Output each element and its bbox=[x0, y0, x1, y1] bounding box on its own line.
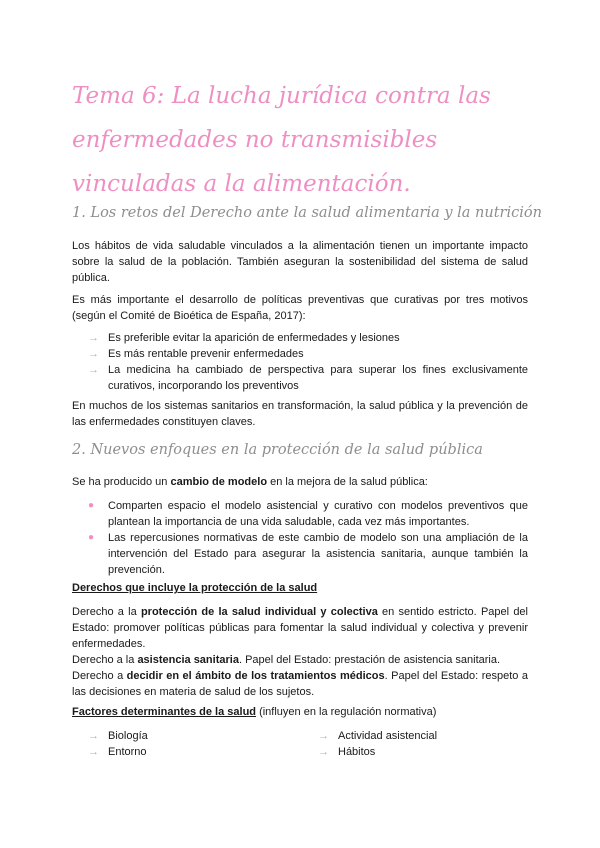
page-title: Tema 6: La lucha jurídica contra las enfermedades no transmisibles vinculadas a la alimentación. bbox=[72, 83, 491, 197]
reasons-list bbox=[72, 330, 528, 394]
section-1-heading: 1. Los retos del Derecho ante la salud alimentaria y la nutrición bbox=[72, 205, 542, 221]
arrow-icon: → bbox=[318, 730, 329, 742]
bullet-dot-icon: ● bbox=[88, 532, 95, 543]
list-item: → Biología bbox=[88, 730, 148, 742]
list-item: → Actividad asistencial bbox=[318, 730, 438, 742]
arrow-icon: → bbox=[88, 348, 99, 360]
arrow-icon: → bbox=[88, 332, 99, 344]
factors-right-column bbox=[302, 728, 522, 760]
list-item: ● Comparten espacio el modelo asistencial y curativo con modelos preventivos que plantean la importancia de una vida saludable, cada vez más importantes. bbox=[88, 500, 528, 528]
factors-heading: Factores determinantes de la salud (influyen en la regulación normativa) bbox=[72, 706, 437, 718]
arrow-icon: → bbox=[88, 730, 99, 742]
section-2-heading: 2. Nuevos enfoques en la protección de la salud pública bbox=[72, 442, 483, 458]
arrow-icon: → bbox=[88, 746, 99, 758]
arrow-icon: → bbox=[88, 364, 99, 376]
bullet-dot-icon: ● bbox=[88, 500, 95, 511]
list-item: → Hábitos bbox=[318, 746, 376, 758]
list-item: → Entorno bbox=[88, 746, 147, 758]
arrow-icon: → bbox=[318, 746, 329, 758]
rights-paragraph: Derecho a la protección de la salud individual y colectiva en sentido estricto. Papel del Estado: promover políticas públicas para fomentar la salud individual y colectiva y prevenir enfermedades. Derecho a la asistencia sanitaria. Papel del Estado: prestación de asistencia sanitaria. Derecho a decidir en el ámbito de los tratamientos médicos. Papel del Estado: respeto a las decisiones en materia de salud de los sujetos. bbox=[72, 606, 529, 698]
list-item: → La medicina ha cambiado de perspectiva para superar los fines exclusivamente curativos, incorporando los preventivos bbox=[88, 364, 528, 392]
list-item: → Es preferible evitar la aparición de enfermedades y lesiones bbox=[88, 332, 400, 344]
section-1-paragraph-1: Los hábitos de vida saludable vinculados a la alimentación tienen un importante impacto sobre la salud de la población. También aseguran la sostenibilidad del sistema de salud pública. bbox=[72, 240, 528, 284]
list-item: ● Las repercusiones normativas de este cambio de modelo son una ampliación de la intervención del Estado para asegurar la asistencia sanitaria, aunque también la prevención. bbox=[88, 532, 528, 576]
factors-left-column bbox=[72, 728, 292, 760]
model-bullets bbox=[72, 498, 528, 578]
section-1-paragraph-2: Es más importante el desarrollo de políticas preventivas que curativas por tres motivos (según el Comité de Bioética de España, 2017): bbox=[72, 294, 528, 322]
section-1-paragraph-3: En muchos de los sistemas sanitarios en transformación, la salud pública y la prevención de las enfermedades constituyen claves. bbox=[72, 400, 528, 428]
rights-heading: Derechos que incluye la protección de la salud bbox=[72, 582, 318, 594]
section-2-intro: Se ha producido un cambio de modelo en la mejora de la salud pública: bbox=[72, 476, 428, 488]
list-item: → Es más rentable prevenir enfermedades bbox=[88, 348, 304, 360]
